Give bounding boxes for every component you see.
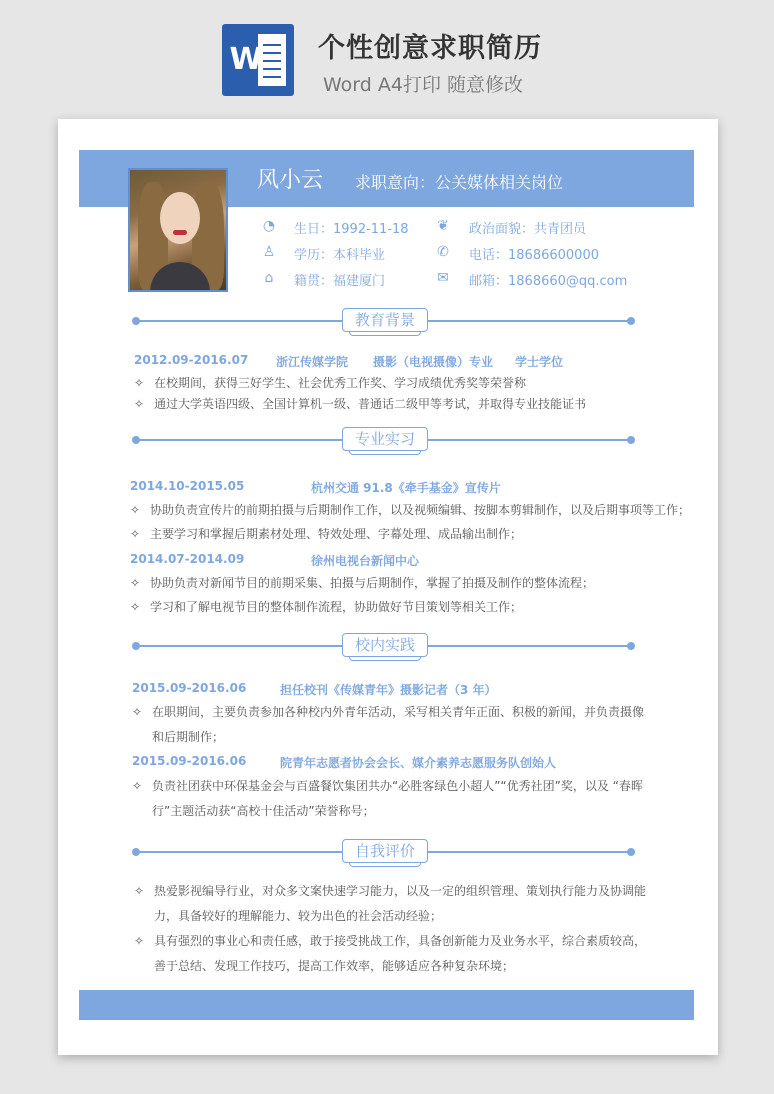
campus-role: 担任校刊《传媒青年》摄影记者（3 年） [280, 683, 497, 697]
diamond-icon: ✧ [134, 397, 145, 411]
diamond-icon: ✧ [134, 884, 145, 898]
campus-role: 院青年志愿者协会会长、媒介素养志愿服务队创始人 [280, 756, 557, 770]
info-origin: 籍贯：福建厦门 [294, 274, 386, 289]
list-item: ✧ 协助负责宣传片的前期拍摄与后期制作工作，以及视频编辑、按脚本剪辑制作，以及后期事项等工作； [130, 498, 690, 523]
list-item: ✧ 在职期间，主要负责参加各种校内外青年活动，采写相关青年正面、积极的新闻，并负责摄像和后期制作； [132, 700, 652, 750]
list-item: ✧ 学习和了解电视节目的整体制作流程，协助做好节目策划等相关工作； [130, 595, 690, 620]
campus-date: 2015.09-2016.06 [132, 681, 247, 695]
list-item: ✧ 热爱影视编导行业，对众多文案快速学习能力，以及一定的组织管理、策划执行能力及协调能力，具备较好的理解能力、较为出色的社会活动经验； [134, 879, 650, 929]
banner-title: 个性创意求职简历 [318, 33, 542, 64]
home-icon: ⌂ [264, 270, 274, 286]
edu-school: 浙江传媒学院 [276, 355, 349, 369]
mail-icon: ✉ [437, 270, 449, 286]
diamond-icon: ✧ [132, 705, 143, 719]
info-politics: 政治面貌：共青团员 [469, 222, 587, 237]
intern-date: 2014.07-2014.09 [130, 552, 245, 566]
list-item: ✧ 主要学习和掌握后期素材处理、特效处理、字幕处理、成品输出制作； [130, 522, 690, 547]
list-item: ✧ 负责社团获中环保基金会与百盛餐饮集团共办“必胜客绿色小超人”“优秀社团”奖，以及 “春晖行”主题活动获“高校十佳活动”荣誉称号； [132, 774, 652, 824]
word-logo-icon [222, 24, 294, 96]
list-item: ✧ 通过大学英语四级、全国计算机一级、普通话二级甲等考试，并取得专业技能证书 [134, 392, 674, 417]
diamond-icon: ✧ [130, 576, 141, 590]
info-birth: 生日：1992-11-18 [294, 222, 409, 237]
section-title-internship: 专业实习 [342, 427, 428, 451]
section-title-campus: 校内实践 [342, 633, 428, 657]
section-title-self: 自我评价 [342, 839, 428, 863]
intern-org: 徐州电视台新闻中心 [311, 554, 420, 568]
diamond-icon: ✧ [130, 600, 141, 614]
job-intent: 求职意向：公关媒体相关岗位 [355, 173, 564, 192]
person-icon: ♙ [262, 244, 276, 260]
diamond-icon: ✧ [134, 934, 145, 948]
banner-subtitle: Word A4打印 随意修改 [323, 74, 524, 96]
edu-major: 摄影（电视摄像）专业 [373, 355, 494, 369]
list-item: ✧ 协助负责对新闻节目的前期采集、拍摄与后期制作，掌握了拍摄及制作的整体流程； [130, 571, 690, 596]
diamond-icon: ✧ [130, 527, 141, 541]
footer-band [79, 990, 694, 1020]
word-logo-letter: W [229, 42, 263, 77]
phone-icon: ✆ [437, 244, 449, 260]
info-phone: 电话：18686600000 [469, 248, 599, 263]
leaf-icon: ❦ [437, 218, 449, 234]
diamond-icon: ✧ [134, 376, 145, 390]
banner [0, 0, 774, 110]
list-item: ✧ 具有强烈的事业心和责任感，敢于接受挑战工作，具备创新能力及业务水平，综合素质较高，善于总结、发现工作技巧，提高工作效率，能够适应各种复杂环境； [134, 929, 650, 979]
info-education: 学历：本科毕业 [294, 248, 386, 263]
resume-page [58, 119, 718, 1055]
edu-date: 2012.09-2016.07 [134, 353, 249, 367]
clock-icon: ◔ [262, 218, 276, 234]
info-email: 邮箱：1868660@qq.com [469, 274, 628, 289]
section-title-education: 教育背景 [342, 308, 428, 332]
campus-date: 2015.09-2016.06 [132, 754, 247, 768]
edu-degree: 学士学位 [515, 355, 564, 369]
list-item: ✧ 在校期间，获得三好学生、社会优秀工作奖、学习成绩优秀奖等荣誉称 [134, 371, 674, 396]
candidate-name: 风小云 [257, 168, 324, 193]
intern-date: 2014.10-2015.05 [130, 479, 245, 493]
avatar [128, 168, 228, 292]
diamond-icon: ✧ [130, 503, 141, 517]
diamond-icon: ✧ [132, 779, 143, 793]
intern-org: 杭州交通 91.8《牵手基金》宣传片 [311, 481, 501, 495]
